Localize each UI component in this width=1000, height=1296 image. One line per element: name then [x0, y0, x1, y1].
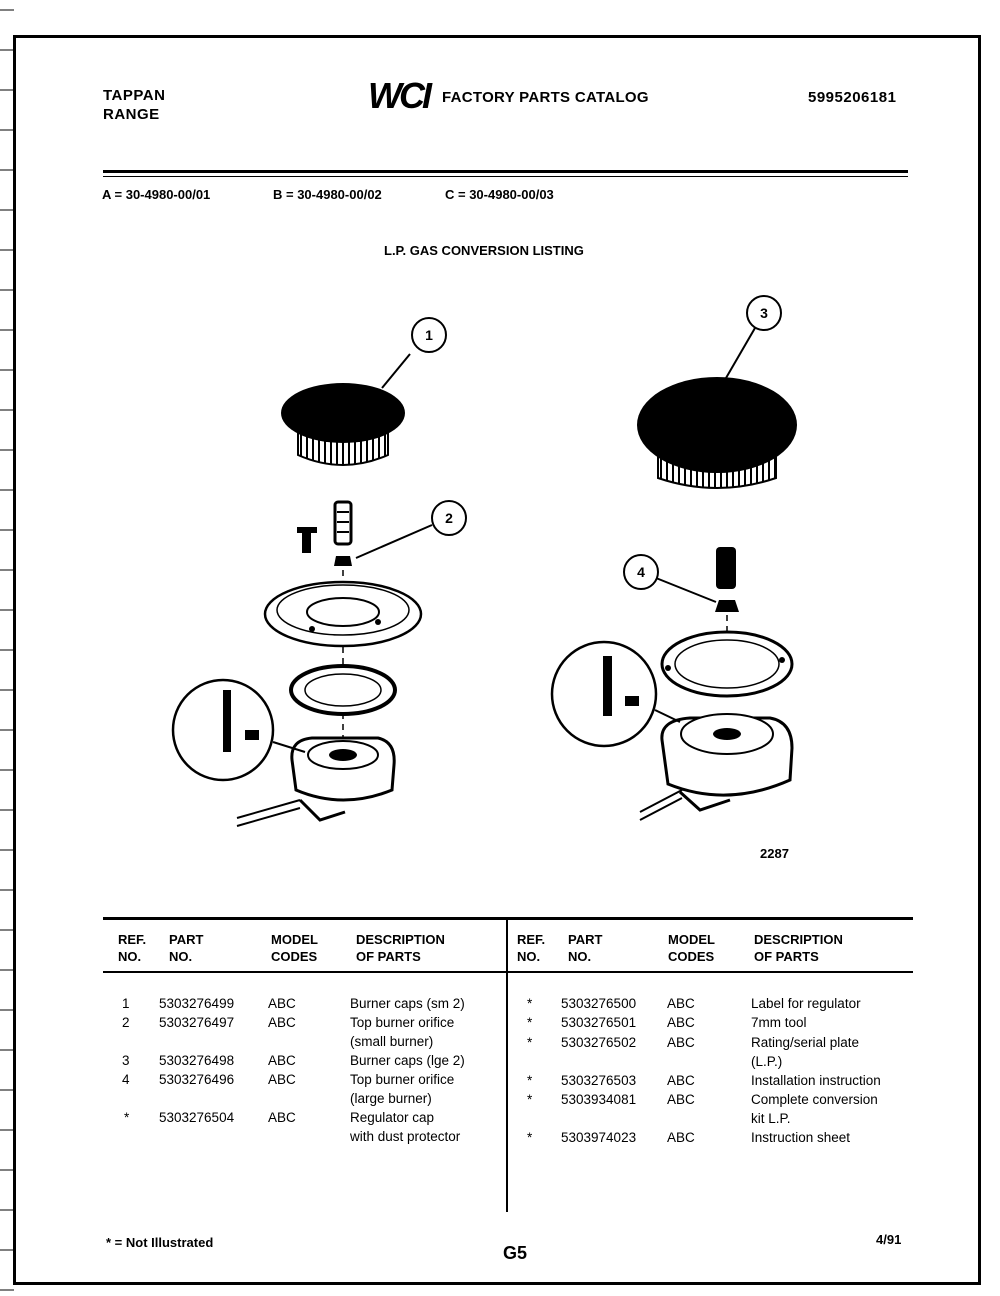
hdr-desc-2: OF PARTS — [356, 949, 421, 964]
hdr-desc-1: DESCRIPTION — [754, 932, 843, 947]
large-burner-ring — [662, 632, 792, 696]
hdr-ref-1: REF. — [118, 932, 147, 947]
left-desc-5b: with dust protector — [350, 1129, 461, 1144]
hdr-ref-left — [118, 931, 146, 965]
right-codes-1: ABC — [667, 996, 695, 1011]
left-desc-3: Burner caps (lge 2) — [350, 1053, 465, 1068]
small-burner-assembly — [173, 354, 432, 826]
hdr-part-1: PART — [169, 932, 204, 947]
figure-number: 2287 — [760, 846, 789, 861]
right-codes-3: ABC — [667, 1035, 695, 1050]
hdr-part-right — [568, 931, 602, 965]
callout-2 — [432, 501, 466, 535]
brand-line-2: RANGE — [103, 106, 160, 123]
right-desc-2: 7mm tool — [751, 1015, 807, 1030]
table-top-rule — [103, 917, 913, 920]
callout-4-label: 4 — [637, 564, 645, 580]
large-burner-base — [640, 714, 792, 820]
revision-date: 4/91 — [876, 1232, 902, 1247]
doc-number: 5995206181 — [808, 89, 897, 106]
left-codes-3: ABC — [268, 1053, 296, 1068]
right-part-5: 5303934081 — [561, 1092, 637, 1107]
hdr-model-1: MODEL — [668, 932, 715, 947]
hdr-ref-right — [517, 931, 545, 965]
callout-3-label: 3 — [760, 305, 768, 321]
hdr-part-1: PART — [568, 932, 603, 947]
hdr-model-right — [668, 931, 715, 965]
logo-text: WCI — [368, 78, 429, 114]
left-part-3: 5303276498 — [159, 1053, 235, 1068]
left-codes-1: ABC — [268, 996, 296, 1011]
large-burner-cap — [637, 377, 797, 488]
left-desc-4a: Top burner orifice — [350, 1072, 455, 1087]
right-desc-4: Installation instruction — [751, 1073, 881, 1088]
hdr-ref-2: NO. — [118, 949, 142, 964]
left-desc-1: Burner caps (sm 2) — [350, 996, 465, 1011]
not-illustrated-note: * = Not Illustrated — [106, 1235, 214, 1250]
left-part-2: 5303276497 — [159, 1015, 235, 1030]
page-number: G5 — [503, 1243, 528, 1263]
hdr-desc-2: OF PARTS — [754, 949, 819, 964]
right-codes-2: ABC — [667, 1015, 695, 1030]
hdr-desc-left — [356, 931, 445, 965]
left-codes-5: ABC — [268, 1110, 296, 1125]
hdr-model-2: CODES — [668, 949, 715, 964]
small-burner-cap — [281, 383, 405, 465]
small-burner-ring — [265, 582, 421, 646]
large-burner-assembly — [552, 328, 797, 820]
left-codes-2: ABC — [268, 1015, 296, 1030]
model-c: C = 30-4980-00/03 — [445, 187, 554, 202]
catalog-title: FACTORY PARTS CATALOG — [442, 89, 649, 106]
right-desc-3a: Rating/serial plate — [751, 1035, 860, 1050]
left-desc-4b: (large burner) — [350, 1091, 432, 1106]
model-a: A = 30-4980-00/01 — [102, 187, 211, 202]
left-ref-2: 2 — [122, 1015, 130, 1030]
right-part-1: 5303276500 — [561, 996, 637, 1011]
right-codes-5: ABC — [667, 1092, 695, 1107]
right-desc-5b: kit L.P. — [751, 1111, 791, 1126]
right-part-2: 5303276501 — [561, 1015, 637, 1030]
screw — [297, 527, 317, 553]
small-detail-circle — [173, 680, 305, 780]
left-codes-4: ABC — [268, 1072, 296, 1087]
model-b: B = 30-4980-00/02 — [273, 187, 382, 202]
right-ref-1: * — [527, 996, 533, 1011]
right-ref-2: * — [527, 1015, 533, 1030]
left-desc-2b: (small burner) — [350, 1034, 434, 1049]
left-part-5: 5303276504 — [159, 1110, 235, 1125]
left-desc-2a: Top burner orifice — [350, 1015, 455, 1030]
right-part-4: 5303276503 — [561, 1073, 637, 1088]
hdr-ref-2: NO. — [517, 949, 541, 964]
left-ref-4: 4 — [122, 1072, 130, 1087]
right-desc-1: Label for regulator — [751, 996, 861, 1011]
right-ref-6: * — [527, 1130, 533, 1145]
small-gasket — [291, 666, 395, 714]
hdr-ref-1: REF. — [517, 932, 546, 947]
hdr-part-left — [169, 931, 203, 965]
right-desc-6: Instruction sheet — [751, 1130, 851, 1145]
callout-2-label: 2 — [445, 510, 453, 526]
right-part-3: 5303276502 — [561, 1035, 637, 1050]
left-ref-5: * — [124, 1110, 130, 1125]
left-part-4: 5303276496 — [159, 1072, 235, 1087]
right-ref-4: * — [527, 1073, 533, 1088]
left-ref-1: 1 — [122, 996, 130, 1011]
right-ref-5: * — [527, 1092, 533, 1107]
brand-line-1: TAPPAN — [103, 87, 166, 104]
hdr-model-left — [271, 931, 318, 965]
left-part-1: 5303276499 — [159, 996, 235, 1011]
table-divider — [506, 920, 508, 1212]
right-ref-3: * — [527, 1035, 533, 1050]
left-desc-5a: Regulator cap — [350, 1110, 435, 1125]
callout-1-label: 1 — [425, 327, 433, 343]
callout-3 — [747, 296, 781, 330]
right-codes-4: ABC — [667, 1073, 695, 1088]
right-desc-5a: Complete conversion — [751, 1092, 878, 1107]
hdr-desc-1: DESCRIPTION — [356, 932, 445, 947]
hdr-model-2: CODES — [271, 949, 318, 964]
large-detail-circle — [552, 642, 680, 746]
left-ref-3: 3 — [122, 1053, 130, 1068]
callout-1 — [412, 318, 446, 352]
right-desc-3b: (L.P.) — [751, 1054, 783, 1069]
right-part-6: 5303974023 — [561, 1130, 637, 1145]
section-title: L.P. GAS CONVERSION LISTING — [384, 243, 584, 258]
callout-4 — [624, 555, 658, 589]
hdr-desc-right — [754, 931, 843, 965]
table-header-rule — [103, 971, 913, 973]
hdr-part-2: NO. — [568, 949, 592, 964]
hdr-part-2: NO. — [169, 949, 193, 964]
hdr-model-1: MODEL — [271, 932, 318, 947]
right-codes-6: ABC — [667, 1130, 695, 1145]
